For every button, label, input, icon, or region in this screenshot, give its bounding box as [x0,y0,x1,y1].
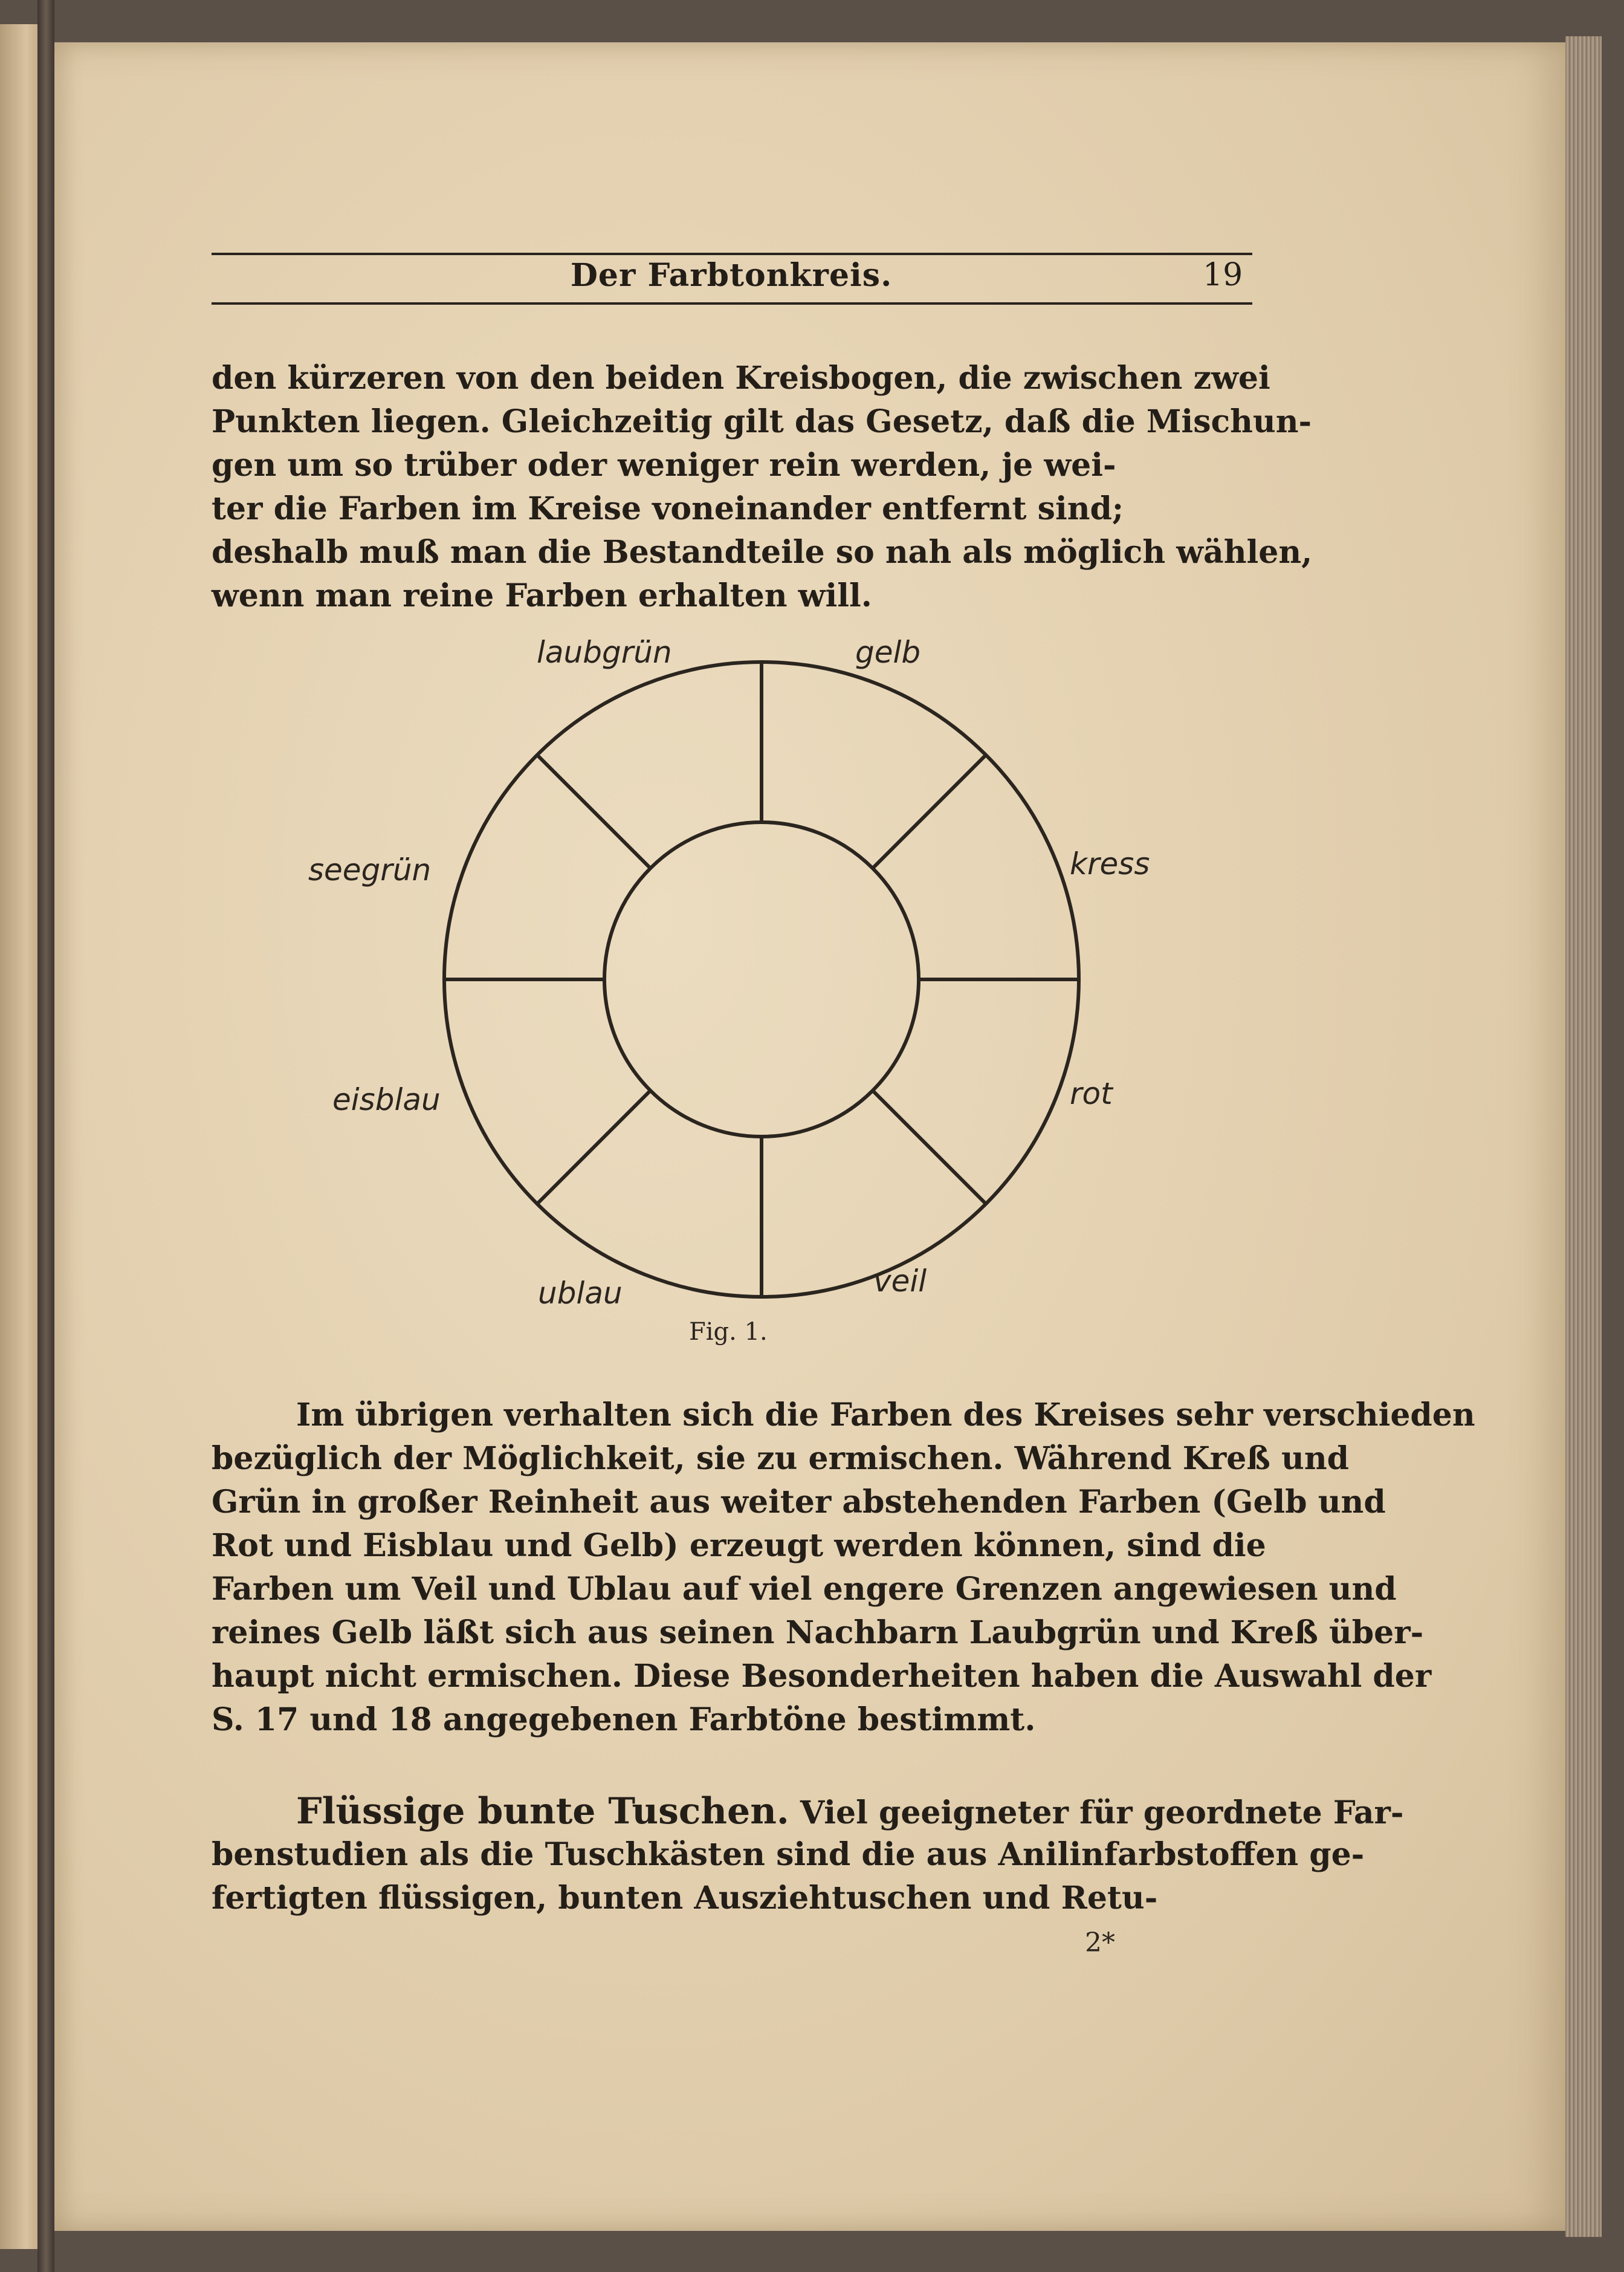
label-ublau: ublau [538,1276,623,1311]
text-line: reines Gelb läßt sich aus seinen Nachbarn Laubgrün und Kreß über- [212,1614,1424,1651]
text-line: deshalb muß man die Bestandteile so nah als möglich wählen, [212,534,1313,571]
text-line: wenn man reine Farben erhalten will. [212,577,872,614]
spoke-top-left [537,755,650,868]
running-header: Der Farbtonkreis. [570,257,893,294]
text-line: Im übrigen verhalten sich die Farben des Kreises sehr verschieden [296,1397,1475,1433]
section-heading: Flüssige bunte Tuschen. [296,1790,789,1832]
paragraph-2 [212,1394,1475,1742]
text-line: fertigten flüssigen, bunten Ausziehtuschen und Retu- [212,1880,1158,1917]
text-line: S. 17 und 18 angegebenen Farbtöne bestimmt. [212,1701,1036,1738]
signature-mark: 2* [1085,1927,1115,1958]
color-wheel-figure [284,629,1191,1366]
paragraph-3 [212,1790,1404,1920]
label-seegruen: seegrün [308,852,432,888]
label-kress: kress [1070,846,1150,881]
text-line: Punkten liegen. Gleichzeitig gilt das Gesetz, daß die Mischun- [212,403,1312,440]
page-number: 19 [1203,257,1243,293]
text-line: gen um so trüber oder weniger rein werden, je wei- [212,447,1116,484]
header-rule-bottom [212,302,1252,305]
text-line [212,1790,1404,1833]
spoke-top-right [873,755,986,868]
text-line: benstudien als die Tuschkästen sind die aus Anilinfarbstoffen ge- [212,1836,1365,1873]
inner-circle [604,822,919,1137]
label-eisblau: eisblau [332,1082,441,1117]
text-line: bezüglich der Möglichkeit, sie zu ermischen. Während Kreß und [212,1440,1349,1477]
figure-caption: Fig. 1. [689,1318,768,1346]
book-spine [37,0,54,2272]
label-rot: rot [1070,1076,1113,1111]
heading-line-rest: Viel geeigneter für geordnete Far- [789,1794,1404,1831]
label-veil: veil [873,1264,927,1299]
header-rule-top [212,253,1252,255]
text-line: den kürzeren von den beiden Kreisbogen, die zwischen zwei [212,360,1270,397]
page-edges [1565,36,1602,2237]
text-line: haupt nicht ermischen. Diese Besonderheiten haben die Auswahl der [212,1658,1432,1695]
text-line: Farben um Veil und Ublau auf viel engere Grenzen angewiesen und [212,1571,1397,1608]
text-line: Rot und Eisblau und Gelb) erzeugt werden können, sind die [212,1527,1266,1564]
text-line: Grün in großer Reinheit aus weiter abstehenden Farben (Gelb und [212,1484,1386,1521]
spoke-bottom-left [537,1091,650,1204]
color-wheel-diagram [284,629,1191,1366]
left-page-edge [0,24,37,2249]
paragraph-1 [212,357,1313,618]
label-gelb: gelb [855,635,921,670]
label-laubgruen: laubgrün [537,635,672,670]
text-line: ter die Farben im Kreise voneinander entfernt sind; [212,490,1124,527]
spoke-bottom-right [873,1091,986,1204]
